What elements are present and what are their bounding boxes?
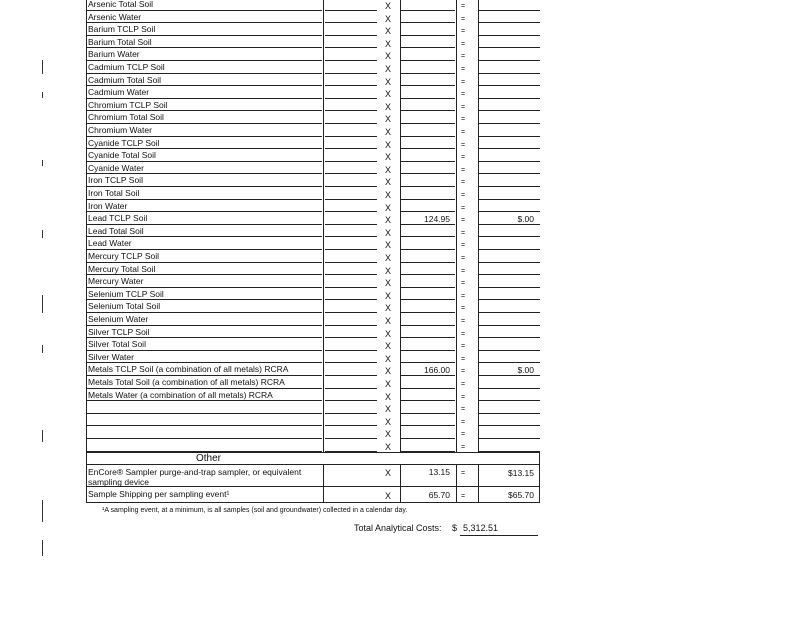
equals-sign: =: [460, 343, 466, 351]
equals-sign: =: [460, 91, 466, 99]
other-heading-rule: [86, 464, 540, 465]
row-rule: [325, 148, 377, 149]
row-rule: [478, 136, 540, 137]
row-rule: [86, 199, 322, 200]
analyte-label: Arsenic Total Soil: [88, 0, 154, 9]
row-x-mark: X: [384, 38, 391, 49]
analyte-label: Lead Total Soil: [88, 225, 144, 236]
equals-sign: =: [460, 129, 466, 136]
row-rule: [401, 123, 455, 124]
table-border-left: [86, 0, 87, 452]
row-rule: [478, 375, 540, 376]
other-section-top-rule: [86, 452, 540, 453]
analyte-label: Metals Water (a combination of all metals) RCRA: [88, 389, 273, 400]
analyte-label: Cyanide Water: [88, 162, 144, 173]
row-rule: [478, 236, 540, 237]
row-rule: [86, 299, 322, 300]
row-rule: [478, 73, 540, 74]
equals-sign: =: [460, 179, 466, 187]
other-row2-label: Sample Shipping per sampling event¹: [88, 489, 230, 499]
column-divider: [456, 0, 457, 452]
row-rule: [478, 312, 540, 313]
row-rule: [86, 388, 322, 389]
row-rule: [325, 425, 377, 426]
row-x-mark: X: [384, 341, 391, 352]
row-rule: [401, 10, 455, 11]
row-rule: [401, 186, 455, 187]
equals-sign: =: [460, 418, 466, 426]
row-rule: [401, 22, 455, 23]
other-row1-total: $13.15: [508, 468, 534, 478]
row-rule: [86, 312, 322, 313]
scan-mark: [42, 160, 43, 166]
row-rule: [325, 47, 377, 48]
row-rule: [401, 47, 455, 48]
row-x-mark: X: [384, 391, 391, 402]
other-column-divider: [456, 464, 457, 502]
total-currency-symbol: $: [452, 523, 458, 533]
row-rule: [86, 287, 322, 288]
row-rule: [478, 350, 540, 351]
other-column-divider: [323, 464, 324, 502]
row-rule: [401, 312, 455, 313]
row-rule: [325, 274, 377, 275]
analyte-label: Silver TCLP Soil: [88, 326, 150, 337]
row-rule: [325, 413, 377, 414]
row-rule: [325, 98, 377, 99]
row-rule: [478, 274, 540, 275]
equals-sign: =: [460, 53, 466, 61]
equals-sign: =: [460, 242, 466, 250]
analyte-label: Mercury Water: [88, 276, 144, 287]
other-row1-x: X: [384, 468, 391, 478]
equals-sign: =: [460, 78, 466, 86]
analyte-label: Silver Total Soil: [88, 339, 146, 350]
row-x-mark: X: [384, 64, 391, 74]
other-row1-equals: =: [460, 470, 466, 477]
row-rule: [401, 85, 455, 86]
row-rule: [401, 287, 455, 288]
scan-mark: [42, 540, 43, 556]
equals-sign: =: [460, 3, 466, 10]
row-rule: [478, 148, 540, 149]
row-x-mark: X: [384, 227, 391, 238]
row-rule: [401, 73, 455, 74]
row-rule: [401, 173, 455, 174]
equals-sign: =: [460, 103, 466, 111]
row-total: $.00: [517, 214, 534, 225]
equals-sign: =: [460, 116, 466, 124]
row-rule: [86, 186, 322, 187]
other-row1-rule: [86, 486, 540, 487]
row-rule: [478, 224, 540, 225]
row-rule: [325, 375, 377, 376]
row-rule: [86, 161, 322, 162]
column-divider: [478, 0, 479, 452]
row-x-mark: X: [384, 404, 391, 415]
analyte-label: Lead Water: [88, 238, 132, 249]
other-row2-total: $65.70: [508, 490, 534, 500]
row-rule: [86, 47, 322, 48]
footnote: ¹A sampling event, at a minimum, is all samples (soil and groundwater) collected in a calendar day.: [102, 507, 408, 514]
row-x-mark: X: [384, 177, 391, 188]
row-rule: [401, 199, 455, 200]
row-x-mark: X: [384, 416, 391, 427]
equals-sign: =: [460, 66, 466, 73]
total-analytical-costs-label: Total Analytical Costs:: [354, 523, 442, 533]
row-rule: [86, 136, 322, 137]
row-rule: [86, 35, 322, 36]
row-rule: [86, 148, 322, 149]
row-rule: [401, 60, 455, 61]
equals-sign: =: [460, 355, 466, 363]
equals-sign: =: [460, 292, 466, 300]
row-rule: [325, 136, 377, 137]
row-rule: [325, 173, 377, 174]
other-row1-label-line1: EnCore® Sampler purge-and-trap sampler, or equivalent: [88, 467, 302, 477]
row-x-mark: X: [384, 127, 391, 137]
row-x-mark: X: [384, 290, 391, 301]
row-rule: [401, 299, 455, 300]
row-rule: [86, 425, 322, 426]
equals-sign: =: [460, 368, 466, 376]
row-rule: [401, 362, 455, 363]
row-rule: [86, 375, 322, 376]
row-rule: [401, 110, 455, 111]
analyte-label: Barium Water: [88, 49, 140, 60]
scan-mark: [42, 430, 43, 442]
row-rule: [325, 60, 377, 61]
row-x-mark: X: [384, 366, 391, 377]
row-rule: [86, 274, 322, 275]
equals-sign: =: [460, 166, 466, 174]
other-border-left: [86, 452, 87, 502]
row-x-mark: X: [384, 316, 391, 326]
row-rule: [401, 262, 455, 263]
scan-mark: [42, 60, 43, 74]
row-rule: [325, 10, 377, 11]
equals-sign: =: [460, 431, 466, 439]
row-x-mark: X: [384, 265, 391, 276]
row-x-mark: X: [384, 13, 391, 24]
row-rule: [325, 199, 377, 200]
analyte-label: Cyanide TCLP Soil: [88, 137, 160, 148]
row-rule: [401, 425, 455, 426]
row-x-mark: X: [384, 303, 391, 314]
row-rule: [478, 110, 540, 111]
row-x-mark: X: [384, 253, 391, 263]
equals-sign: =: [460, 204, 466, 212]
equals-sign: =: [460, 28, 466, 36]
equals-sign: =: [460, 154, 466, 162]
analyte-label: Cadmium Water: [88, 87, 150, 98]
row-rule: [401, 375, 455, 376]
row-rule: [401, 438, 455, 439]
row-rule: [401, 413, 455, 414]
row-rule: [478, 161, 540, 162]
equals-sign: =: [460, 381, 466, 388]
row-rule: [478, 10, 540, 11]
column-divider: [323, 0, 324, 452]
row-rule: [325, 73, 377, 74]
analyte-label: Selenium TCLP Soil: [88, 288, 164, 299]
row-rule: [325, 35, 377, 36]
row-rule: [325, 224, 377, 225]
row-x-mark: X: [384, 202, 391, 213]
row-rule: [401, 98, 455, 99]
row-rule: [478, 85, 540, 86]
row-rule: [478, 249, 540, 250]
row-rule: [478, 287, 540, 288]
analyte-label: Iron TCLP Soil: [88, 175, 143, 186]
row-rule: [86, 413, 322, 414]
row-rule: [478, 35, 540, 36]
scan-mark: [42, 295, 43, 313]
scan-mark: [42, 230, 43, 238]
row-rule: [86, 400, 322, 401]
equals-sign: =: [460, 217, 466, 225]
row-rule: [401, 161, 455, 162]
row-rule: [325, 312, 377, 313]
row-rule: [86, 325, 322, 326]
row-rule: [478, 425, 540, 426]
row-rule: [325, 299, 377, 300]
row-rule: [401, 148, 455, 149]
analyte-label: Metals Total Soil (a combination of all metals) RCRA: [88, 377, 285, 387]
analyte-label: Chromium Total Soil: [88, 112, 164, 123]
row-rule: [478, 22, 540, 23]
row-x-mark: X: [384, 240, 391, 251]
other-row2-rule: [86, 502, 540, 503]
analyte-label: Cyanide Total Soil: [88, 150, 156, 161]
analyte-label: Iron Total Soil: [88, 188, 140, 198]
row-rule: [86, 85, 322, 86]
row-rule: [325, 236, 377, 237]
equals-sign: =: [460, 280, 466, 288]
analyte-label: Cadmium Total Soil: [88, 74, 162, 85]
row-x-mark: X: [384, 89, 391, 100]
row-rule: [325, 388, 377, 389]
row-rule: [325, 287, 377, 288]
analyte-label: Silver Water: [88, 351, 134, 362]
other-column-divider: [478, 464, 479, 502]
row-rule: [325, 123, 377, 124]
row-rule: [478, 173, 540, 174]
row-rule: [478, 299, 540, 300]
equals-sign: =: [460, 305, 466, 313]
row-rule: [86, 10, 322, 11]
row-x-mark: X: [384, 278, 391, 289]
row-rule: [325, 249, 377, 250]
row-rule: [86, 262, 322, 263]
row-rule: [478, 47, 540, 48]
row-rule: [86, 98, 322, 99]
analyte-label: Mercury Total Soil: [88, 263, 156, 274]
row-x-mark: X: [384, 442, 391, 452]
row-rule: [86, 123, 322, 124]
row-rule: [325, 211, 377, 212]
other-column-divider: [400, 464, 401, 502]
row-rule: [86, 73, 322, 74]
equals-sign: =: [460, 267, 466, 275]
total-underline: [460, 535, 538, 536]
row-rule: [325, 22, 377, 23]
row-rule: [401, 274, 455, 275]
equals-sign: =: [460, 192, 466, 199]
row-rule: [478, 211, 540, 212]
row-x-mark: X: [384, 190, 391, 200]
analyte-label: Chromium TCLP Soil: [88, 99, 168, 110]
row-x-mark: X: [384, 26, 391, 37]
row-rule: [478, 362, 540, 363]
equals-sign: =: [460, 15, 466, 23]
row-rule: [478, 325, 540, 326]
analyte-label: Cadmium TCLP Soil: [88, 62, 165, 72]
row-rule: [325, 110, 377, 111]
row-rule: [325, 362, 377, 363]
analyte-label: Selenium Total Soil: [88, 301, 161, 312]
row-x-mark: X: [384, 101, 391, 112]
row-rule: [86, 249, 322, 250]
row-rule: [86, 211, 322, 212]
equals-sign: =: [460, 40, 466, 48]
total-analytical-costs-value: 5,312.51: [463, 523, 499, 533]
row-rule: [325, 85, 377, 86]
analyte-label: Barium TCLP Soil: [88, 24, 156, 35]
row-rule: [478, 337, 540, 338]
row-x-mark: X: [384, 164, 391, 175]
equals-sign: =: [460, 255, 466, 262]
row-rule: [401, 35, 455, 36]
row-rule: [478, 199, 540, 200]
scan-mark: [42, 500, 43, 522]
row-rule: [401, 224, 455, 225]
row-total: $.00: [517, 365, 534, 376]
row-rule: [325, 400, 377, 401]
other-border-right: [539, 452, 540, 502]
row-x-mark: X: [384, 51, 391, 62]
row-rule: [401, 211, 455, 212]
row-rule: [325, 438, 377, 439]
row-rule: [401, 337, 455, 338]
row-rule: [325, 262, 377, 263]
row-rule: [86, 224, 322, 225]
other-row2-equals: =: [460, 493, 466, 500]
row-rule: [401, 236, 455, 237]
row-rule: [401, 136, 455, 137]
row-rule: [401, 388, 455, 389]
other-row2-x: X: [384, 491, 391, 501]
row-rule: [86, 110, 322, 111]
row-x-mark: X: [384, 328, 391, 339]
equals-sign: =: [460, 318, 466, 325]
other-row2-unit-price: 65.70: [428, 490, 450, 500]
equals-sign: =: [460, 229, 466, 237]
scan-mark: [42, 92, 43, 98]
row-rule: [401, 400, 455, 401]
analyte-label: Lead TCLP Soil: [88, 213, 148, 224]
row-rule: [86, 350, 322, 351]
row-rule: [401, 249, 455, 250]
row-rule: [478, 60, 540, 61]
column-divider: [400, 0, 401, 452]
equals-sign: =: [460, 393, 466, 401]
analyte-label: Mercury TCLP Soil: [88, 251, 160, 261]
analyte-label: Barium Total Soil: [88, 36, 152, 47]
row-rule: [325, 186, 377, 187]
row-x-mark: X: [384, 1, 391, 11]
row-rule: [478, 98, 540, 99]
row-rule: [478, 123, 540, 124]
row-rule: [478, 262, 540, 263]
row-x-mark: X: [384, 76, 391, 87]
equals-sign: =: [460, 330, 466, 338]
row-rule: [86, 22, 322, 23]
row-x-mark: X: [384, 353, 391, 364]
other-row1-unit-price: 13.15: [428, 467, 450, 477]
row-rule: [86, 362, 322, 363]
equals-sign: =: [460, 141, 466, 149]
analyte-label: Iron Water: [88, 200, 128, 211]
unit-price: 166.00: [424, 365, 450, 376]
analyte-label: Arsenic Water: [88, 11, 142, 22]
scan-mark: [42, 345, 43, 353]
other-row1-label-line2: sampling device: [88, 477, 149, 487]
row-rule: [86, 236, 322, 237]
other-heading: Other: [196, 453, 222, 464]
row-rule: [401, 350, 455, 351]
row-rule: [478, 186, 540, 187]
row-x-mark: X: [384, 379, 391, 389]
row-rule: [478, 400, 540, 401]
analyte-label: Chromium Water: [88, 125, 152, 135]
row-rule: [86, 337, 322, 338]
row-rule: [86, 60, 322, 61]
unit-price: 124.95: [424, 214, 450, 225]
row-rule: [325, 350, 377, 351]
row-rule: [325, 325, 377, 326]
row-x-mark: X: [384, 429, 391, 440]
equals-sign: =: [460, 444, 466, 451]
row-rule: [478, 388, 540, 389]
row-rule: [86, 173, 322, 174]
analyte-label: Metals TCLP Soil (a combination of all metals) RCRA: [88, 364, 289, 375]
row-x-mark: X: [384, 114, 391, 125]
row-x-mark: X: [384, 139, 391, 150]
row-rule: [478, 413, 540, 414]
row-x-mark: X: [384, 152, 391, 163]
equals-sign: =: [460, 406, 466, 414]
analyte-label: Selenium Water: [88, 314, 149, 324]
row-rule: [325, 337, 377, 338]
row-rule: [401, 325, 455, 326]
row-rule: [86, 438, 322, 439]
row-rule: [478, 438, 540, 439]
row-rule: [325, 161, 377, 162]
row-x-mark: X: [384, 215, 391, 226]
